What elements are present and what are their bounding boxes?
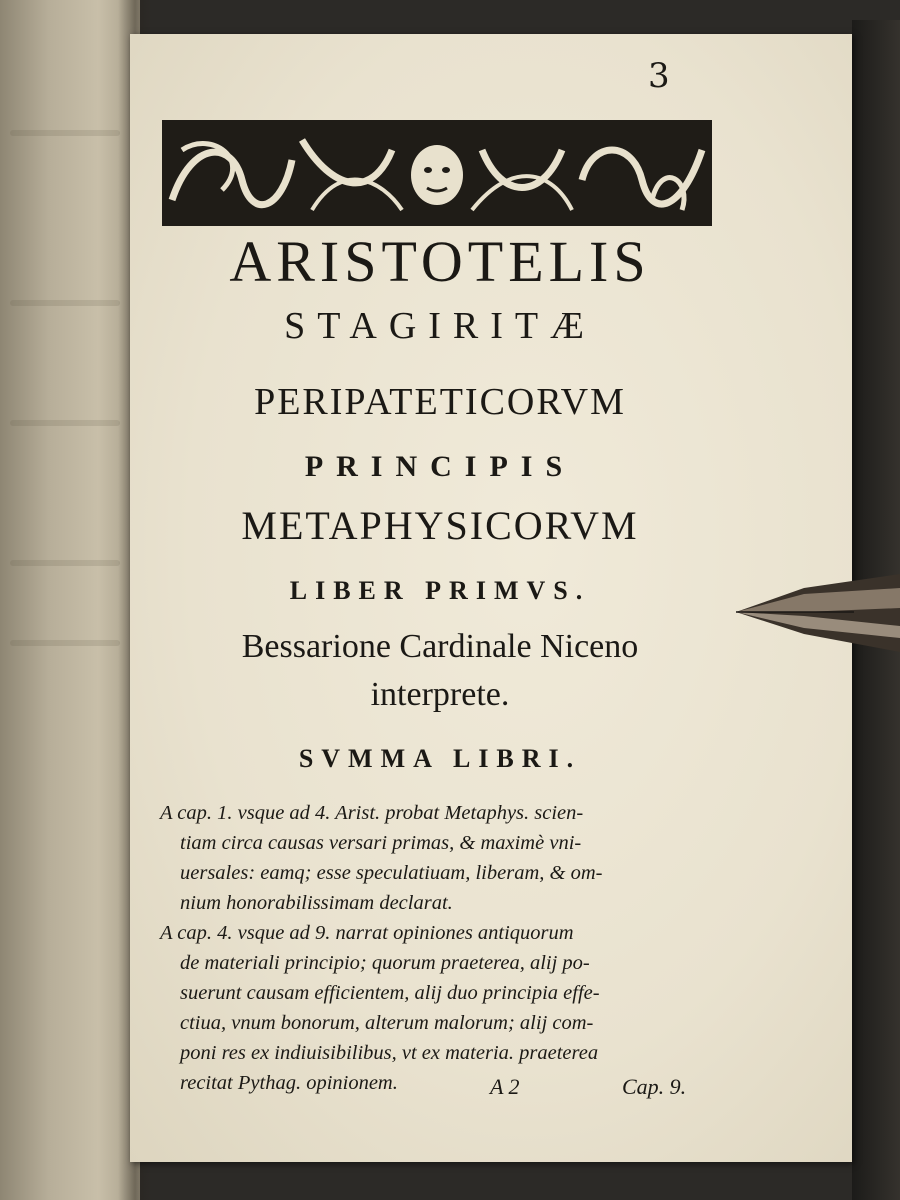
translator-line-2: interprete.: [370, 676, 510, 713]
summary-line: nium honorabilissimam declarat.: [180, 892, 453, 914]
bleed-through-line: [10, 300, 120, 306]
bleed-through-line: [10, 640, 120, 646]
title-principis: PRINCIPIS: [304, 450, 576, 483]
summary-line: A cap. 1. vsque ad 4. Arist. probat Metaphys. scien-: [160, 802, 584, 824]
summary-line: recitat Pythag. opinionem.: [180, 1072, 398, 1094]
title-school: PERIPATETICORVM: [254, 381, 626, 423]
summary-line: poni res ex indiuisibilibus, vt ex materia. praeterea: [180, 1042, 599, 1064]
bleed-through-line: [10, 560, 120, 566]
summary-line: ctiua, vnum bonorum, alterum malorum; alij com-: [180, 1012, 594, 1034]
summary-block: [160, 798, 730, 1098]
summary-line: uersales: eamq; esse speculatiuam, liberam, & om-: [180, 862, 603, 884]
summary-line: de materiali principio; quorum praeterea, alij po-: [180, 952, 590, 974]
signature-mark: A 2: [490, 1074, 520, 1099]
translator-line: Bessarione Cardinale Niceno: [241, 628, 639, 665]
title-author: ARISTOTELIS: [229, 229, 651, 294]
catchword: Cap. 9.: [622, 1074, 687, 1099]
title-book: LIBER PRIMVS.: [289, 576, 591, 605]
title-work: METAPHYSICORVM: [241, 503, 639, 548]
bleed-through-line: [10, 420, 120, 426]
bleed-through-line: [10, 130, 120, 136]
summary-heading: SVMMA LIBRI.: [298, 744, 582, 773]
page-number: 3: [648, 56, 670, 96]
pen-nib-icon: [734, 568, 900, 660]
title-author-origin: STAGIRITÆ: [284, 305, 596, 347]
summary-line: suerunt causam efficientem, alij duo principia effe-: [180, 982, 600, 1004]
summary-line: A cap. 4. vsque ad 9. narrat opiniones antiquorum: [160, 922, 574, 944]
summary-line: tiam circa causas versari primas, & maximè vni-: [180, 832, 582, 854]
woodcut-headpiece-ornament: [162, 120, 712, 226]
